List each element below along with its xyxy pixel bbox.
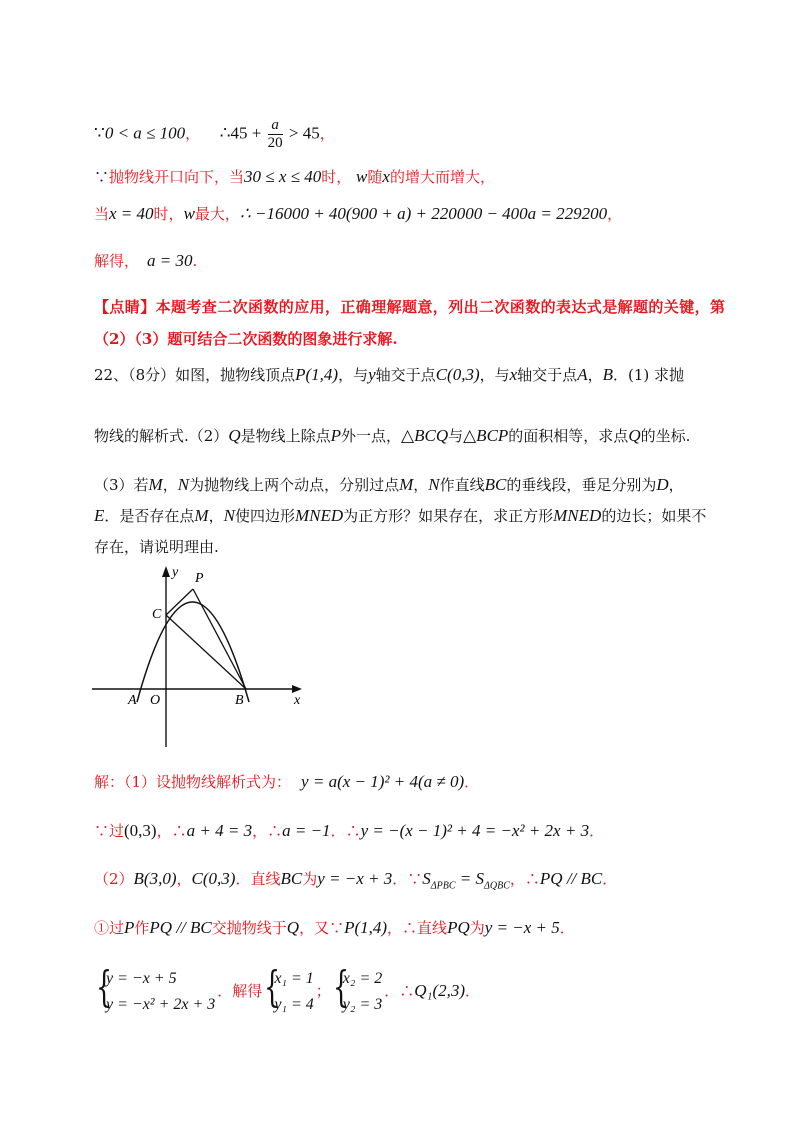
text: ∵过 — [94, 822, 125, 840]
text: 为抛物线上两个动点，分别过点 — [189, 476, 400, 494]
solution-line-3 — [94, 867, 617, 898]
text: 为 — [302, 870, 318, 888]
math-M: M — [194, 506, 209, 525]
math-N: N — [223, 506, 235, 525]
text: ， — [413, 476, 429, 494]
line-9-problem — [94, 473, 684, 497]
comment-text: （2）（3）题可结合二次函数的图象进行求解. — [94, 330, 398, 348]
text: ．∵ — [392, 870, 423, 888]
math-equation: ∴ −16000 + 40(900 + a) + 220000 − 400a = 229200 — [239, 204, 608, 223]
text: ． — [465, 982, 481, 1000]
segment-CB — [166, 615, 246, 689]
math-M: M — [399, 475, 414, 494]
math-Q: Q — [286, 918, 300, 937]
math-parallel: PQ // BC — [149, 918, 212, 937]
S: S — [422, 869, 431, 888]
frac-denominator: 20 — [267, 135, 283, 151]
math-45-plus: ∴45 + — [219, 123, 266, 143]
system-row: y₂ = 3 — [342, 996, 383, 1013]
math-w: w — [183, 204, 195, 223]
math-Q: Q — [628, 426, 641, 445]
text: 的边长；如果不 — [601, 507, 707, 525]
text: ． — [602, 870, 618, 888]
text: ，∴直线 — [387, 919, 448, 937]
math-P-point: P(1,4) — [344, 918, 388, 937]
math-parallel: PQ // BC — [539, 869, 603, 888]
comma: ， — [319, 124, 335, 143]
line-10-problem — [94, 504, 706, 528]
math-range-x: 30 ≤ x ≤ 40 — [244, 167, 322, 186]
line-1 — [94, 117, 335, 152]
line-4 — [94, 249, 197, 273]
math-N: N — [177, 475, 190, 494]
system-1 — [96, 962, 216, 1018]
text: ．解得 — [217, 982, 263, 1000]
math-line-PQ: y = −x + 5 — [484, 918, 560, 937]
math-vertex-form: y = a(x − 1)² + 4(a ≠ 0) — [301, 772, 465, 791]
system-row: x₁ = 1 — [274, 970, 314, 987]
math-range-a: 0 < a ≤ 100 — [104, 123, 186, 143]
text: （3）若 — [94, 476, 149, 494]
because-symbol: ∵ — [94, 168, 110, 186]
text: （2） — [94, 870, 134, 888]
line-7-problem — [94, 363, 684, 387]
text: 当 — [94, 205, 110, 223]
system-row: y₁ = 4 — [274, 996, 314, 1013]
label-C: C — [152, 607, 162, 622]
text: ，与 — [338, 366, 369, 384]
brace-icon: { — [332, 962, 349, 1011]
text: 抛物线开口向下，当 — [109, 168, 245, 186]
text: ， — [607, 205, 623, 223]
text: 轴交于点 — [375, 366, 436, 384]
parabola-figure — [92, 562, 322, 752]
eq-S: = S — [455, 869, 484, 888]
text: ．∴ — [384, 982, 415, 1000]
text: ， — [509, 870, 525, 888]
comma: ， — [185, 124, 201, 143]
math-B: B(3,0) — [133, 869, 177, 888]
math-P: P(1,4) — [295, 365, 339, 384]
solution-line-1 — [94, 770, 479, 794]
text: ．直线 — [235, 870, 281, 888]
text: ， — [668, 476, 684, 494]
math-D: D — [656, 475, 669, 494]
text: 作 — [134, 919, 150, 937]
text: ①过 — [94, 919, 125, 937]
math-Q: Q — [228, 426, 241, 445]
math-gt-45: > 45 — [284, 123, 320, 143]
math-B: B — [602, 365, 613, 384]
math-parabola: y = −(x − 1)² + 4 = −x² + 2x + 3 — [360, 821, 590, 840]
math-a-30: a = 30 — [147, 251, 193, 270]
text: 时， — [153, 205, 184, 223]
text: 与 — [448, 427, 464, 445]
text: 解：（1）设抛物线解析式为： — [94, 773, 292, 791]
system-2 — [264, 962, 314, 1018]
line-3 — [94, 202, 622, 226]
text: 22、（8分）如图，抛物线顶点 — [94, 366, 296, 384]
solution-line-2 — [94, 819, 604, 843]
text: 的面积相等，求点 — [508, 427, 629, 445]
text: ，与 — [479, 366, 510, 384]
therefore-symbol: ∴ — [267, 822, 283, 840]
text: 的坐标. — [640, 427, 691, 445]
solution-line-4 — [94, 916, 575, 940]
label-B: B — [235, 693, 244, 708]
system-row: y = −x² + 2x + 3 — [106, 996, 216, 1013]
line-11-problem — [94, 535, 219, 559]
therefore-symbol: ∴ — [524, 870, 540, 888]
brace-icon: { — [264, 962, 281, 1011]
text: ， — [208, 507, 224, 525]
math-P: P — [330, 426, 341, 445]
text: 的垂线段，垂足分别为 — [506, 476, 657, 494]
text: 交抛物线于 — [211, 919, 287, 937]
line-2 — [94, 165, 495, 189]
math-Q1: Q₁(2,3) — [414, 981, 466, 1000]
label-y: y — [172, 565, 179, 580]
label-A: A — [128, 693, 137, 708]
therefore-symbol: ∴ — [345, 822, 361, 840]
math-MNED: MNED — [553, 506, 602, 525]
math-M: M — [148, 475, 163, 494]
because-symbol: ∵ — [94, 123, 105, 143]
x-axis-arrow — [292, 685, 302, 693]
text: ， — [162, 476, 178, 494]
therefore-symbol: ∴ — [171, 822, 187, 840]
math-BC: BC — [280, 869, 303, 888]
math-x: x — [382, 167, 390, 186]
math-x-40: x = 40 — [109, 204, 154, 223]
math-area-eq — [422, 869, 510, 892]
text: ． — [589, 822, 605, 840]
segment-PB — [193, 589, 246, 689]
line-8-problem — [94, 424, 690, 448]
brace-icon: { — [96, 962, 113, 1011]
math-x: x — [509, 365, 518, 384]
text: 轴交于点 — [517, 366, 578, 384]
text: ． — [464, 773, 480, 791]
math-y: y — [368, 365, 376, 384]
text: ，又∵ — [299, 919, 345, 937]
text: 是物线上除点 — [240, 427, 331, 445]
text: ； — [315, 982, 331, 1000]
text: 最大， — [194, 205, 240, 223]
math-MNED: MNED — [294, 506, 344, 525]
system-row: y = −x + 5 — [106, 970, 177, 987]
text: ． — [330, 822, 346, 840]
text: 为正方形？如果存在，求正方形 — [343, 507, 554, 525]
line-6-comment — [94, 327, 398, 351]
math-C: C(0,3) — [191, 869, 236, 888]
math-C: C(0,3) — [435, 365, 480, 384]
text: 为 — [469, 919, 485, 937]
text: ， — [587, 366, 603, 384]
math-line-BC: y = −x + 3 — [317, 869, 393, 888]
math-w: w — [356, 167, 368, 186]
text: 使四边形 — [234, 507, 295, 525]
math-A: A — [577, 365, 588, 384]
text: 存在，请说明理由. — [94, 538, 219, 556]
text: ， — [156, 822, 172, 840]
text: 随 — [367, 168, 383, 186]
math-PQ: PQ — [447, 918, 470, 937]
math-triangle-BCQ: △BCQ — [401, 426, 449, 445]
math-triangle-BCP: △BCP — [463, 426, 509, 445]
text: 外一点， — [341, 427, 402, 445]
text: . — [192, 252, 198, 270]
math-E: E — [94, 506, 105, 525]
text: 作直线 — [439, 476, 485, 494]
text: 物线的解析式.（2） — [94, 427, 229, 445]
text: 的增大而增大， — [389, 168, 495, 186]
label-O: O — [150, 693, 161, 708]
math-N: N — [428, 475, 440, 494]
fraction-a-20 — [268, 117, 283, 152]
math-point: (0,3) — [124, 821, 157, 840]
system-3 — [332, 962, 383, 1018]
label-P: P — [195, 571, 204, 586]
frac-numerator: a — [268, 117, 283, 135]
solution-line-5 — [94, 962, 481, 1018]
sub-QBC: ΔQBC — [484, 880, 510, 892]
text: ．(1) 求抛 — [612, 366, 685, 384]
math-P: P — [124, 918, 135, 937]
label-x: x — [294, 693, 301, 708]
y-axis-arrow — [162, 566, 170, 577]
text: ， — [176, 870, 192, 888]
system-row: x₂ = 2 — [342, 970, 383, 987]
line-5-comment — [94, 295, 725, 319]
comment-text: 【点睛】本题考查二次函数的应用，正确理解题意，列出二次函数的表达式是解题的关键，第 — [94, 298, 726, 316]
math-a: a = −1 — [282, 821, 331, 840]
math-eq: a + 4 = 3 — [186, 821, 253, 840]
text: 时， — [321, 168, 352, 186]
text: ， — [252, 822, 268, 840]
math-BC: BC — [484, 475, 507, 494]
text: ． — [559, 919, 575, 937]
text: ．是否存在点 — [104, 507, 195, 525]
sub-PBC: ΔPBC — [430, 880, 456, 892]
text: 解得， — [94, 252, 140, 270]
